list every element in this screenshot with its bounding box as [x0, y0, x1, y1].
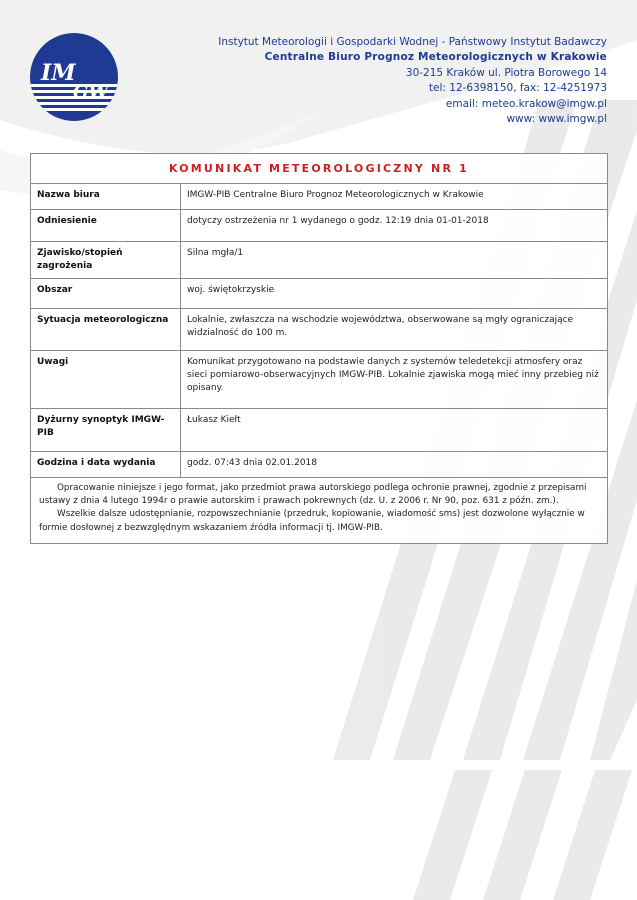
row-value: Łukasz Kiełt	[181, 408, 608, 451]
institute-name: Instytut Meteorologii i Gospodarki Wodnej - Państwowy Instytut Badawczy	[218, 36, 607, 48]
address: 30-215 Kraków ul. Piotra Borowego 14	[405, 66, 607, 79]
row-label: Zjawisko/stopień zagrożenia	[31, 241, 181, 278]
table-row	[31, 408, 607, 451]
row-label: Uwagi	[31, 350, 181, 408]
row-label: Godzina i data wydania	[31, 451, 181, 477]
row-value: IMGW-PIB Centralne Biuro Prognoz Meteorologicznych w Krakowie	[181, 184, 608, 209]
svg-text:GW: GW	[73, 82, 109, 103]
row-value: Komunikat przygotowano na podstawie danych z systemów teledetekcji atmosfery oraz sieci pomiarowo-obserwacyjnych IMGW-PIB. Lokalnie zjawiska mogą mieć inny przebieg niż opisany.	[181, 350, 608, 408]
row-value: godz. 07:43 dnia 02.01.2018	[181, 451, 608, 477]
email[interactable]: email: meteo.krakow@imgw.pl	[445, 97, 607, 110]
row-label: Sytuacja meteorologiczna	[31, 308, 181, 350]
svg-text:IM: IM	[41, 60, 76, 86]
redistribution-paragraph: Wszelkie dalsze udostępnianie, rozpowszechnianie (przedruk, kopiowanie, wiadomość sms) jest dozwolone wyłącznie w formie dosłownej z bezwzględnym wskazaniem źródła informacji tj. IMGW-PIB.	[39, 509, 585, 533]
row-value: Silna mgła/1	[181, 241, 608, 278]
table-row	[31, 278, 607, 308]
row-value: dotyczy ostrzeżenia nr 1 wydanego o godz. 12:19 dnia 01-01-2018	[181, 209, 608, 241]
row-label: Nazwa biura	[31, 184, 181, 209]
copyright-notice	[31, 478, 607, 544]
institute-header	[218, 35, 607, 127]
communique-title: KOMUNIKAT METEOROLOGICZNY NR 1	[168, 162, 470, 175]
communique-box	[30, 153, 608, 544]
communique-table	[31, 184, 607, 478]
table-row	[31, 184, 607, 209]
row-value: Lokalnie, zwłaszcza na wschodzie województwa, obserwowane są mgły ograniczające widzialność do 100 m.	[181, 308, 608, 350]
table-row	[31, 308, 607, 350]
table-row	[31, 209, 607, 241]
phone-fax: tel: 12-6398150, fax: 12-4251973	[428, 82, 607, 95]
bureau-name: Centralne Biuro Prognoz Meteorologicznych w Krakowie	[264, 51, 607, 64]
website[interactable]: www: www.imgw.pl	[506, 113, 607, 126]
row-label: Odniesienie	[31, 209, 181, 241]
row-label: Obszar	[31, 278, 181, 308]
copyright-paragraph: Opracowanie niniejsze i jego format, jako przedmiot prawa autorskiego podlega ochronie prawnej, zgodnie z przepisami ustawy z dnia 4 lutego 1994r o prawie autorskim i prawach pokrewnych (dz. U. z 2006 r. Nr 90, poz. 631 z późn. zm.).	[39, 482, 587, 506]
table-row	[31, 451, 607, 477]
imgw-logo	[29, 32, 119, 122]
row-label: Dyżurny synoptyk IMGW-PIB	[31, 408, 181, 451]
title-row	[31, 154, 607, 184]
table-row	[31, 350, 607, 408]
row-value: woj. świętokrzyskie	[181, 278, 608, 308]
table-row	[31, 241, 607, 278]
